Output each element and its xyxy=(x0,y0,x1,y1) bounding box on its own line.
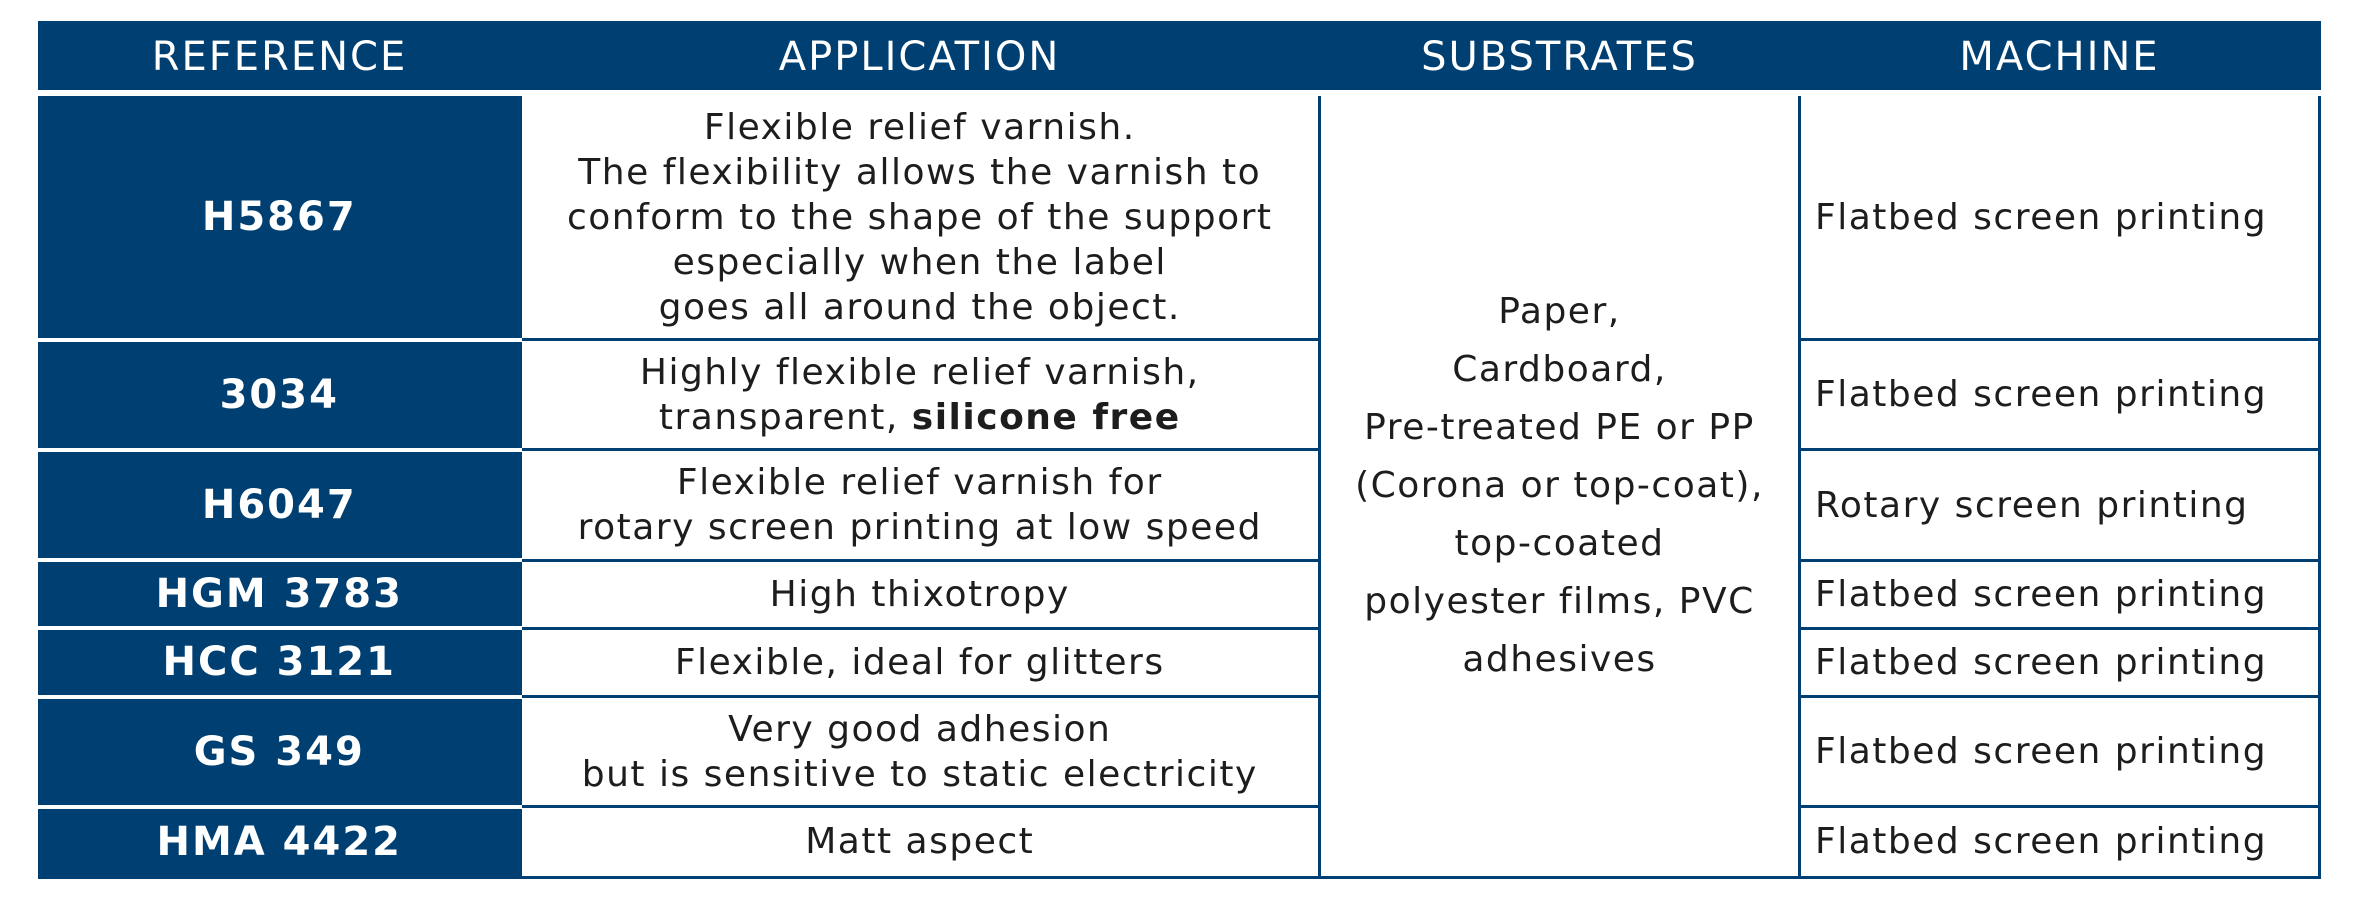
application-cell xyxy=(520,450,1320,560)
application-cell xyxy=(520,807,1320,877)
application-cell xyxy=(520,628,1320,696)
substrate-line: adhesives xyxy=(1462,638,1657,680)
application-cell xyxy=(520,93,1320,340)
reference-cell: 3034 xyxy=(40,340,520,450)
header-machine: MACHINE xyxy=(1800,23,2320,94)
substrate-line: polyester films, PVC xyxy=(1364,580,1755,622)
machine-cell: Flatbed screen printing xyxy=(1800,807,2320,877)
substrate-line: (Corona or top-coat), xyxy=(1355,464,1764,506)
application-line: but is sensitive to static electricity xyxy=(581,753,1258,795)
machine-cell: Flatbed screen printing xyxy=(1800,697,2320,807)
application-cell xyxy=(520,697,1320,807)
table-row xyxy=(40,807,2320,877)
reference-cell: GS 349 xyxy=(40,697,520,807)
application-line: especially when the label xyxy=(672,241,1167,283)
application-line: Highly flexible relief varnish, xyxy=(639,351,1200,393)
reference-cell: H6047 xyxy=(40,450,520,560)
application-line: conform to the shape of the support xyxy=(566,196,1273,238)
header-application: APPLICATION xyxy=(520,23,1320,94)
product-table xyxy=(38,21,2321,879)
machine-cell: Flatbed screen printing xyxy=(1800,560,2320,628)
reference-cell: HGM 3783 xyxy=(40,560,520,628)
application-emphasis: silicone free xyxy=(911,396,1181,438)
application-line: Very good adhesion xyxy=(728,708,1112,750)
application-line: Flexible relief varnish for xyxy=(676,462,1163,504)
application-line: goes all around the object. xyxy=(658,286,1181,328)
application-line: Matt aspect xyxy=(805,821,1035,863)
application-line: High thixotropy xyxy=(769,573,1070,615)
substrate-line: Cardboard, xyxy=(1452,348,1667,390)
substrate-line: top-coated xyxy=(1454,522,1665,564)
application-line xyxy=(532,395,1309,440)
application-line: Flexible, ideal for glitters xyxy=(674,641,1165,683)
application-line: rotary screen printing at low speed xyxy=(577,507,1262,549)
application-line: Flexible relief varnish. xyxy=(703,106,1136,148)
machine-cell: Flatbed screen printing xyxy=(1800,93,2320,340)
substrate-line: Pre-treated PE or PP xyxy=(1364,406,1755,448)
table-row xyxy=(40,628,2320,696)
substrates-cell xyxy=(1320,93,1800,877)
reference-cell: HMA 4422 xyxy=(40,807,520,877)
substrate-line: Paper, xyxy=(1498,290,1621,332)
table-row xyxy=(40,560,2320,628)
reference-cell: HCC 3121 xyxy=(40,628,520,696)
table-row xyxy=(40,450,2320,560)
reference-cell: H5867 xyxy=(40,93,520,340)
table-row xyxy=(40,697,2320,807)
header-reference: REFERENCE xyxy=(40,23,520,94)
header-substrates: SUBSTRATES xyxy=(1320,23,1800,94)
application-line: The flexibility allows the varnish to xyxy=(578,151,1262,193)
table-row xyxy=(40,93,2320,340)
table-row xyxy=(40,340,2320,450)
machine-cell: Rotary screen printing xyxy=(1800,450,2320,560)
header-row xyxy=(40,23,2320,94)
machine-cell: Flatbed screen printing xyxy=(1800,628,2320,696)
application-cell xyxy=(520,560,1320,628)
application-cell xyxy=(520,340,1320,450)
application-text: transparent, xyxy=(658,396,912,438)
machine-cell: Flatbed screen printing xyxy=(1800,340,2320,450)
